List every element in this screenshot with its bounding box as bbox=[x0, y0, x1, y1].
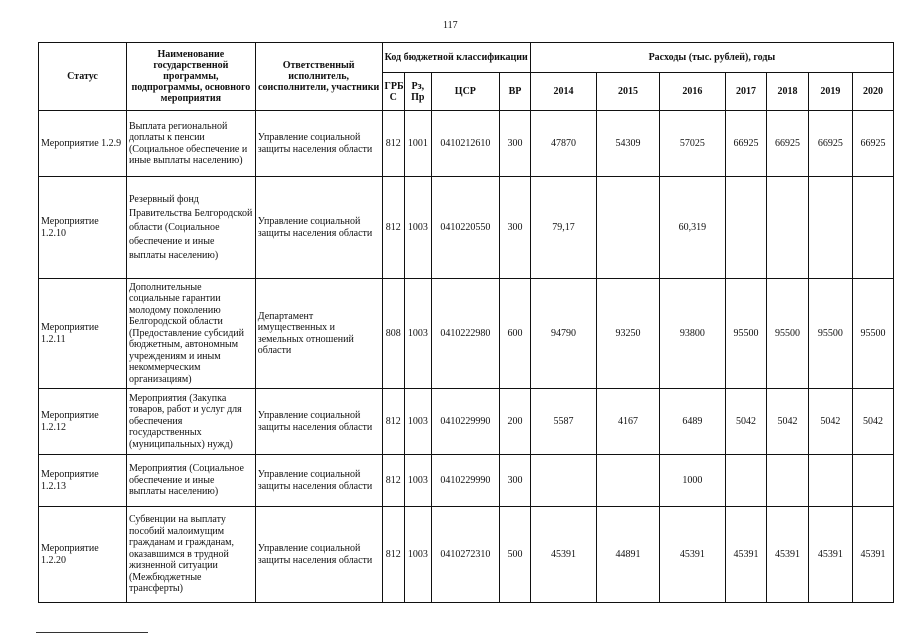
row-value: 95500 bbox=[767, 279, 809, 389]
row-value: 5042 bbox=[852, 389, 893, 455]
row-csr: 0410229990 bbox=[431, 389, 500, 455]
header-budget-code: Код бюджетной классификации bbox=[382, 43, 530, 73]
row-value: 45391 bbox=[767, 507, 809, 603]
row-name: Резервный фонд Правительства Белгородской области (Социальное обеспечение и иные выплаты населению) bbox=[126, 177, 255, 279]
row-value: 66925 bbox=[808, 111, 852, 177]
row-csr: 0410212610 bbox=[431, 111, 500, 177]
row-vr: 300 bbox=[500, 177, 531, 279]
row-vr: 300 bbox=[500, 111, 531, 177]
row-vr: 200 bbox=[500, 389, 531, 455]
table-row bbox=[39, 455, 894, 507]
row-value bbox=[767, 455, 809, 507]
row-value: 5042 bbox=[767, 389, 809, 455]
row-value: 45391 bbox=[726, 507, 767, 603]
row-value: 47870 bbox=[530, 111, 596, 177]
row-rzpr: 1003 bbox=[405, 455, 432, 507]
row-status: Мероприятие 1.2.9 bbox=[39, 111, 127, 177]
table-row bbox=[39, 389, 894, 455]
table-body bbox=[39, 111, 894, 603]
row-value bbox=[726, 177, 767, 279]
row-rzpr: 1001 bbox=[405, 111, 432, 177]
row-rzpr: 1003 bbox=[405, 507, 432, 603]
row-executor: Управление социальной защиты населения области bbox=[255, 111, 382, 177]
row-value bbox=[852, 177, 893, 279]
row-grbs: 812 bbox=[382, 389, 404, 455]
row-vr: 600 bbox=[500, 279, 531, 389]
row-value bbox=[530, 455, 596, 507]
row-value: 57025 bbox=[659, 111, 725, 177]
table-row bbox=[39, 279, 894, 389]
row-grbs: 812 bbox=[382, 111, 404, 177]
row-grbs: 808 bbox=[382, 279, 404, 389]
header-year: 2017 bbox=[726, 73, 767, 111]
row-value: 66925 bbox=[726, 111, 767, 177]
row-name: Субвенции на выплату пособий малоимущим гражданам и гражданам, оказавшимся в трудной жизненной ситуации (Межбюджетные трансферты) bbox=[126, 507, 255, 603]
row-value: 79,17 bbox=[530, 177, 596, 279]
row-value: 93250 bbox=[597, 279, 659, 389]
header-expenses: Расходы (тыс. рублей), годы bbox=[530, 43, 893, 73]
row-name: Дополнительные социальные гарантии молодому поколению Белгородской области (Предоставление субсидий бюджетным, автономным учреждениям и иным некоммерческим организациям) bbox=[126, 279, 255, 389]
row-value: 66925 bbox=[767, 111, 809, 177]
row-value: 1000 bbox=[659, 455, 725, 507]
row-executor: Департамент имущественных и земельных отношений области bbox=[255, 279, 382, 389]
header-year: 2020 bbox=[852, 73, 893, 111]
row-value bbox=[808, 455, 852, 507]
row-value: 54309 bbox=[597, 111, 659, 177]
header-program-name: Наименование государственной программы, подпрограммы, основного мероприятия bbox=[126, 43, 255, 111]
row-value: 45391 bbox=[808, 507, 852, 603]
header-status: Статус bbox=[39, 43, 127, 111]
row-status: Мероприятие 1.2.10 bbox=[39, 177, 127, 279]
header-year: 2018 bbox=[767, 73, 809, 111]
row-value: 94790 bbox=[530, 279, 596, 389]
header-year: 2016 bbox=[659, 73, 725, 111]
budget-table bbox=[38, 42, 894, 603]
row-grbs: 812 bbox=[382, 455, 404, 507]
row-value: 95500 bbox=[852, 279, 893, 389]
header-year: 2015 bbox=[597, 73, 659, 111]
row-value bbox=[597, 177, 659, 279]
row-executor: Управление социальной защиты населения области bbox=[255, 389, 382, 455]
row-value: 6489 bbox=[659, 389, 725, 455]
row-value: 95500 bbox=[726, 279, 767, 389]
header-grbs: ГРБ С bbox=[382, 73, 404, 111]
row-value: 45391 bbox=[852, 507, 893, 603]
row-name: Мероприятия (Закупка товаров, работ и услуг для обеспечения государственных (муниципальных) нужд) bbox=[126, 389, 255, 455]
row-value: 5587 bbox=[530, 389, 596, 455]
row-csr: 0410272310 bbox=[431, 507, 500, 603]
row-executor: Управление социальной защиты населения области bbox=[255, 455, 382, 507]
header-year: 2014 bbox=[530, 73, 596, 111]
row-value: 95500 bbox=[808, 279, 852, 389]
row-csr: 0410229990 bbox=[431, 455, 500, 507]
row-rzpr: 1003 bbox=[405, 177, 432, 279]
header-csr: ЦСР bbox=[431, 73, 500, 111]
row-value: 45391 bbox=[530, 507, 596, 603]
row-name: Выплата региональной доплаты к пенсии (Социальное обеспечение и иные выплаты населению) bbox=[126, 111, 255, 177]
row-status: Мероприятие 1.2.12 bbox=[39, 389, 127, 455]
bottom-rule bbox=[36, 632, 148, 633]
row-grbs: 812 bbox=[382, 507, 404, 603]
row-rzpr: 1003 bbox=[405, 389, 432, 455]
row-grbs: 812 bbox=[382, 177, 404, 279]
row-value bbox=[767, 177, 809, 279]
row-value: 4167 bbox=[597, 389, 659, 455]
row-value: 45391 bbox=[659, 507, 725, 603]
row-value: 5042 bbox=[808, 389, 852, 455]
header-executor: Ответственный исполнитель, соисполнители, участники bbox=[255, 43, 382, 111]
row-value bbox=[852, 455, 893, 507]
row-vr: 300 bbox=[500, 455, 531, 507]
row-name: Мероприятия (Социальное обеспечение и иные выплаты населению) bbox=[126, 455, 255, 507]
row-value: 5042 bbox=[726, 389, 767, 455]
header-vr: ВР bbox=[500, 73, 531, 111]
table-row bbox=[39, 177, 894, 279]
row-status: Мероприятие 1.2.11 bbox=[39, 279, 127, 389]
row-value: 60,319 bbox=[659, 177, 725, 279]
header-rzpr: Рз, Пр bbox=[405, 73, 432, 111]
table-row bbox=[39, 507, 894, 603]
row-value bbox=[597, 455, 659, 507]
row-csr: 0410222980 bbox=[431, 279, 500, 389]
row-status: Мероприятие 1.2.13 bbox=[39, 455, 127, 507]
row-vr: 500 bbox=[500, 507, 531, 603]
row-csr: 0410220550 bbox=[431, 177, 500, 279]
row-value: 66925 bbox=[852, 111, 893, 177]
table-row bbox=[39, 111, 894, 177]
row-value: 44891 bbox=[597, 507, 659, 603]
row-value: 93800 bbox=[659, 279, 725, 389]
row-executor: Управление социальной защиты населения области bbox=[255, 177, 382, 279]
row-rzpr: 1003 bbox=[405, 279, 432, 389]
row-value bbox=[726, 455, 767, 507]
row-value bbox=[808, 177, 852, 279]
page-number: 117 bbox=[443, 20, 458, 31]
header-year: 2019 bbox=[808, 73, 852, 111]
row-executor: Управление социальной защиты населения области bbox=[255, 507, 382, 603]
row-status: Мероприятие 1.2.20 bbox=[39, 507, 127, 603]
